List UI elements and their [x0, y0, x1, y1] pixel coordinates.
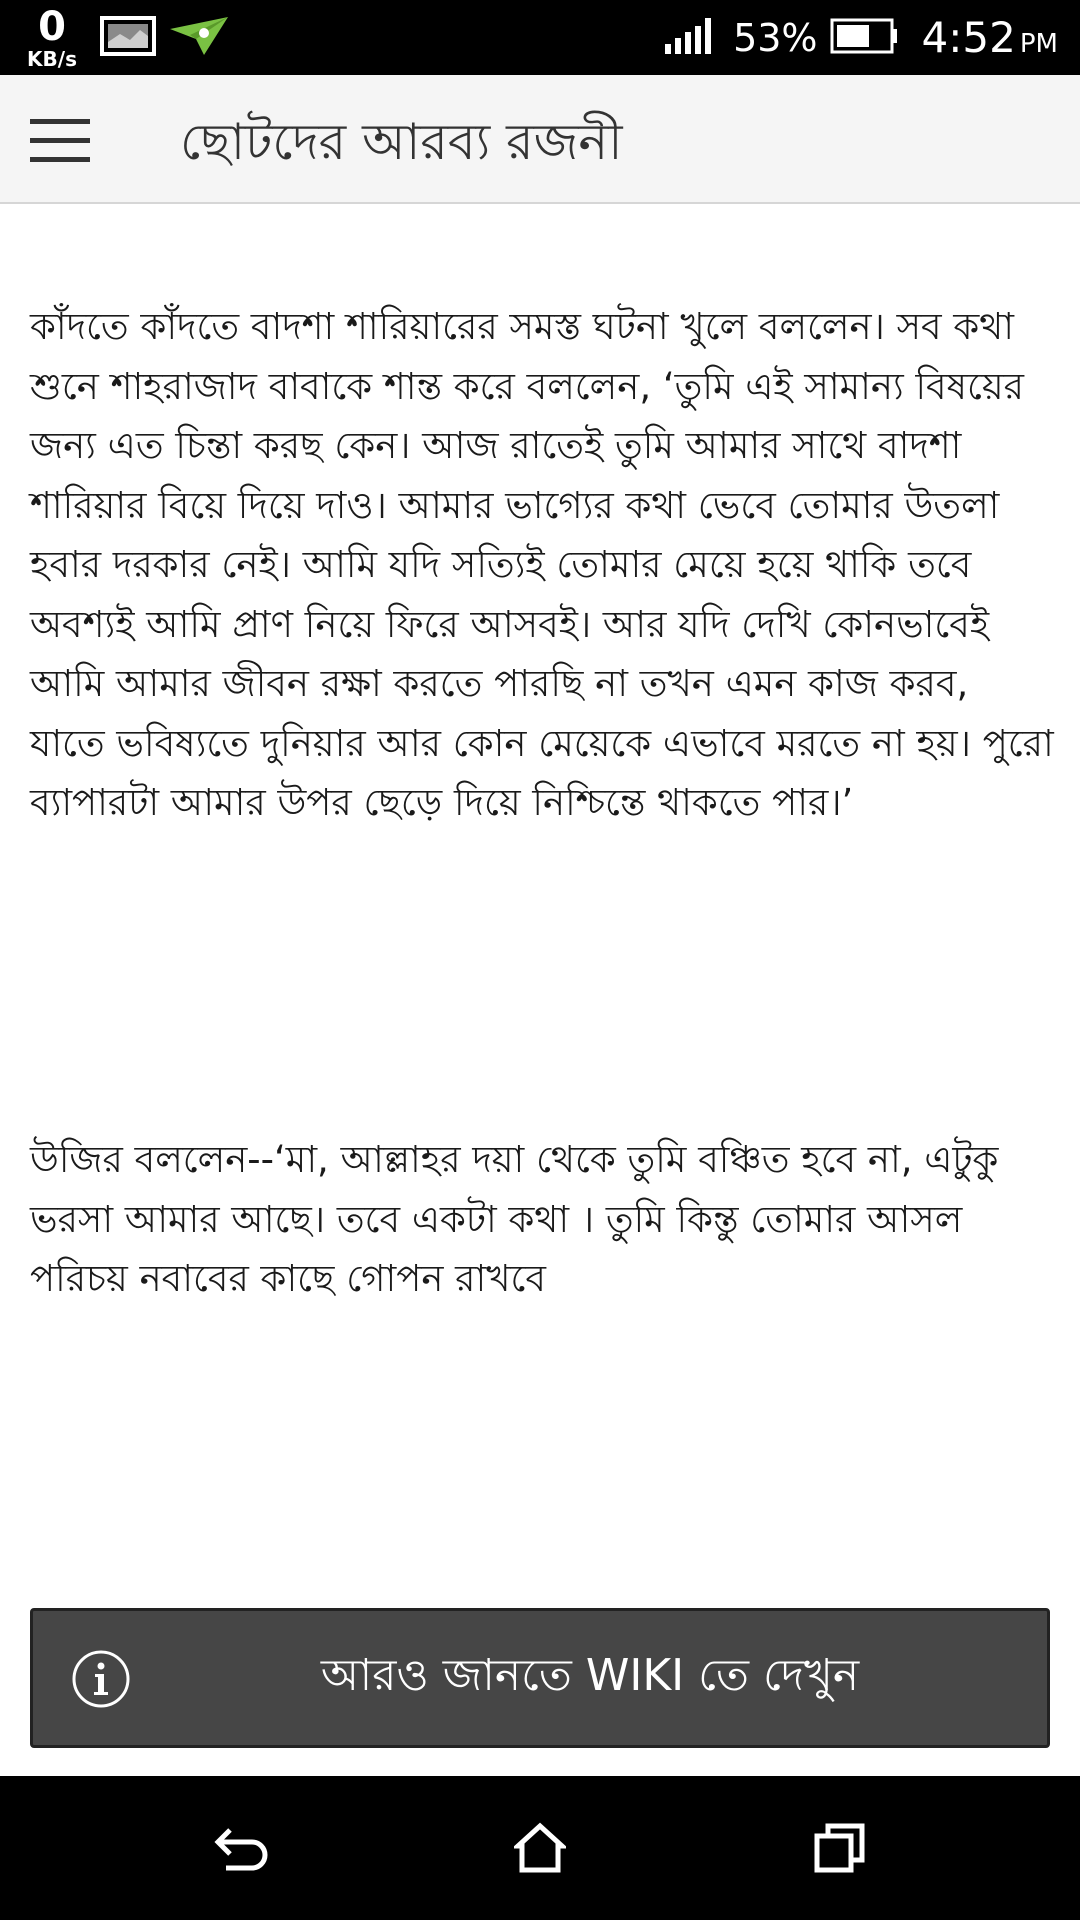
battery-icon — [830, 16, 898, 60]
article-paragraph: কাঁদতে কাঁদতে বাদশা শারিয়ারের সমস্ত ঘটনা খুলে বললেন। সব কথা শুনে শাহরাজাদ বাবাকে শান্ত করে বললেন, ‘তুমি এই সামান্য বিষয়ের জন্য এত চিন্তা করছ কেন। আজ রাতেই তুমি আমার সাথে বাদশা শারিয়ার বিয়ে দিয়ে দাও। আমার ভাগ্যের কথা ভেবে তোমার উতলা হবার দরকার নেই। আমি যদি সত্যিই তোমার মেয়ে হয়ে থাকি তবে অবশ্যই আমি প্রাণ নিয়ে ফিরে আসবই। আর যদি দেখি কোনভাবেই আমি আমার জীবন রক্ষা করতে পারছি না তখন এমন কাজ করব, যাতে ভবিষ্যতে দুনিয়ার আর কোন মেয়েকে এভাবে মরতে না হয়। পুরো ব্যাপারটা আমার উপর ছেড়ে দিয়ে নিশ্চিন্তে থাকতে পার।’ — [30, 305, 1066, 824]
article-content[interactable] — [0, 204, 1080, 1576]
wiki-button[interactable] — [30, 1608, 1050, 1748]
status-bar — [0, 0, 1080, 75]
status-right — [663, 0, 1058, 75]
network-speed-indicator — [18, 3, 86, 71]
app-bar — [0, 75, 1080, 204]
recents-icon[interactable] — [814, 1822, 866, 1878]
status-left — [18, 4, 230, 71]
gallery-icon — [100, 16, 156, 60]
info-icon — [71, 1649, 131, 1713]
back-icon[interactable] — [212, 1824, 268, 1878]
wiki-button-label: আরও জানতে WIKI তে দেখুন — [320, 1649, 860, 1701]
hamburger-menu-icon[interactable] — [30, 119, 90, 167]
article-paragraph: উজির বললেন--‘মা, আল্লাহর দয়া থেকে তুমি বঞ্চিত হবে না, এটুকু ভরসা আমার আছে। তবে একটা কথা । তুমি কিন্তু তোমার আসল পরিচয় নবাবের কাছে গোপন রাখবে — [30, 1138, 1011, 1300]
article-text — [30, 204, 1066, 1576]
clock-ampm: PM — [1019, 29, 1058, 59]
signal-icon — [663, 16, 719, 60]
clock — [922, 13, 1058, 62]
battery-percent: 53% — [733, 15, 818, 60]
paragraph-gap — [30, 1428, 1054, 1488]
clock-time: 4:52 — [921, 13, 1016, 62]
navigation-bar — [0, 1776, 1080, 1920]
network-speed-unit: KB/s — [27, 46, 77, 71]
home-icon[interactable] — [514, 1822, 566, 1878]
network-speed-value: 0 — [38, 3, 66, 50]
paragraph-gap — [30, 952, 1054, 1012]
page-title: ছোটদের আরব্য রজনী — [180, 113, 623, 171]
paper-plane-icon — [168, 15, 230, 61]
